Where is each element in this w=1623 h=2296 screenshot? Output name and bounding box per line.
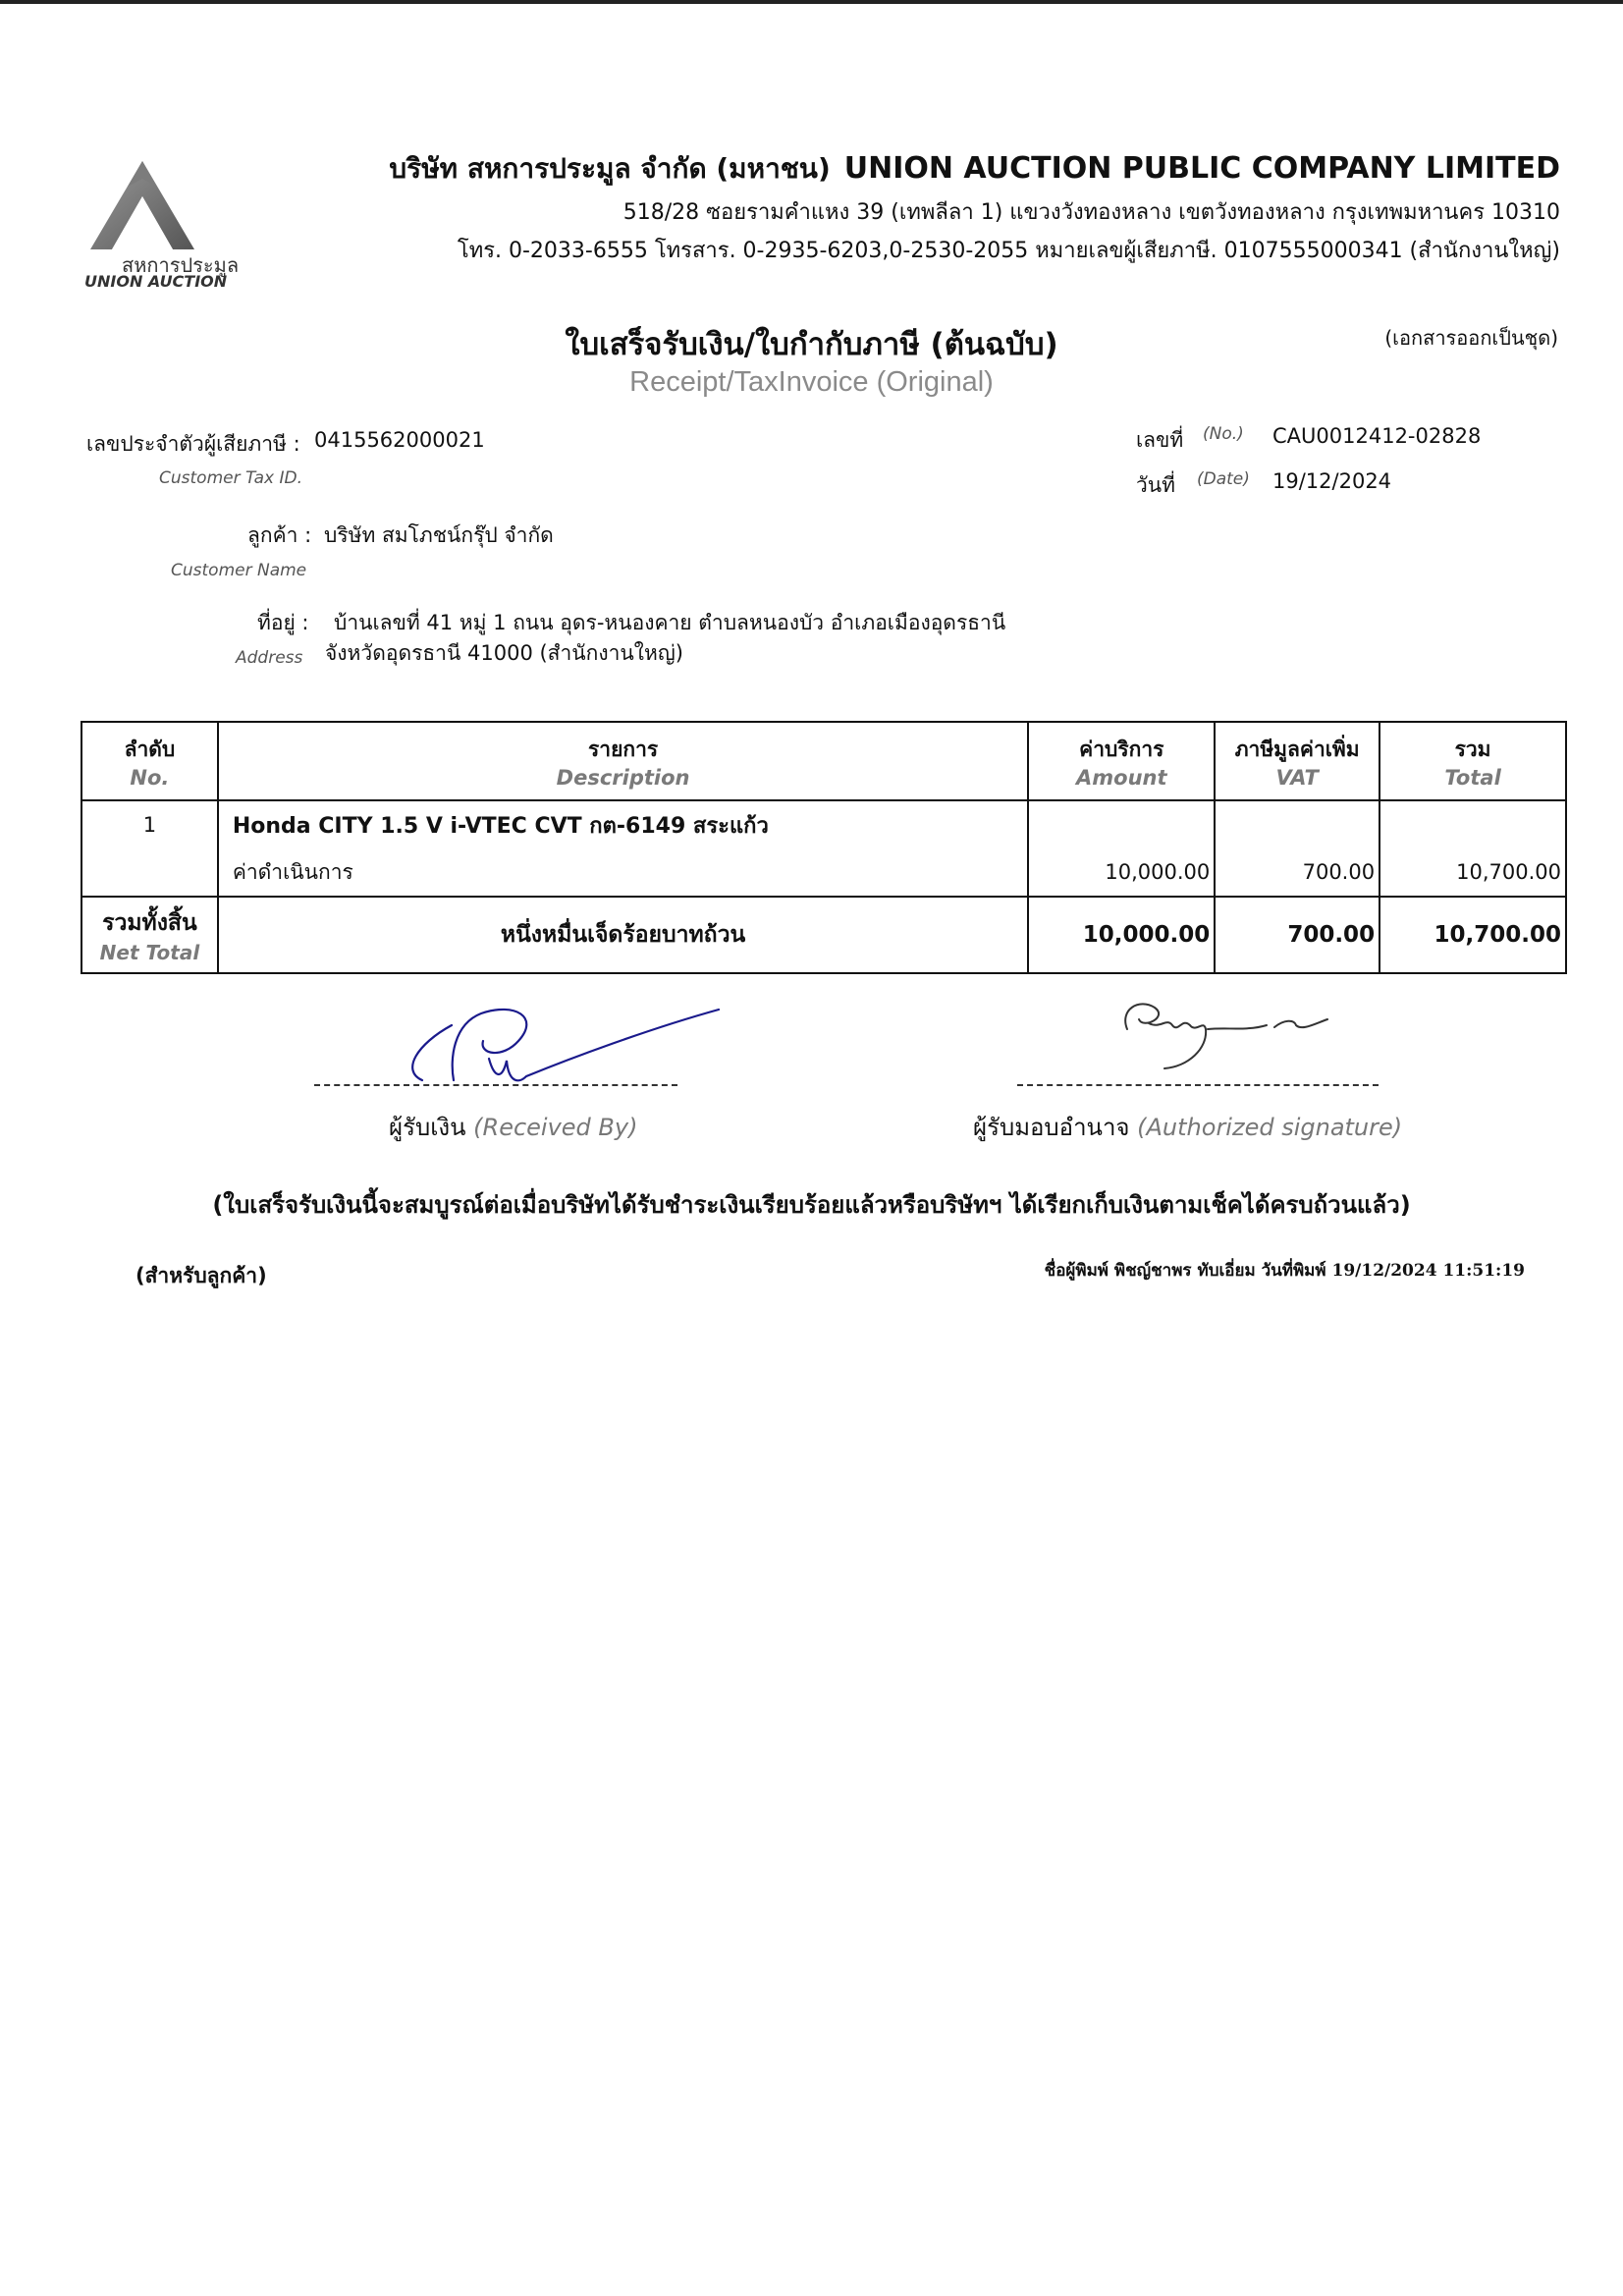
received-by-english: (Received By)	[473, 1114, 638, 1141]
company-address: 518/28 ซอยรามคำแหง 39 (เทพลีลา 1) แขวงวังทองหลาง เขตวังทองหลาง กรุงเทพมหานคร 10310	[622, 200, 1560, 225]
net-total-words: หนึ่งหมื่นเจ็ดร้อยบาทถ้วน	[218, 897, 1029, 973]
company-name-english: UNION AUCTION PUBLIC COMPANY LIMITED	[843, 151, 1560, 186]
logo-text-english: UNION AUCTION	[84, 272, 228, 291]
tax-id-value: 0415562000021	[314, 428, 485, 452]
tax-id-label: เลขประจำตัวผู้เสียภาษี :	[86, 432, 300, 456]
tax-id-sublabel: Customer Tax ID.	[159, 468, 302, 488]
document-set-note: (เอกสารออกเป็นชุด)	[1384, 326, 1558, 350]
net-total-label-english: Net Total	[99, 941, 200, 964]
header-description-thai: รายการ	[588, 737, 659, 761]
company-logo	[81, 159, 238, 292]
date-value: 19/12/2024	[1272, 469, 1392, 493]
authorized-english: (Authorized signature)	[1137, 1114, 1403, 1141]
received-signature-line	[314, 1084, 677, 1086]
table-header-row	[81, 722, 1566, 800]
header-description	[218, 722, 1029, 800]
header-vat	[1215, 722, 1380, 800]
received-signature-icon	[393, 990, 727, 1098]
receipt-no-label: เลขที่	[1136, 428, 1184, 452]
header-no-english: No.	[130, 765, 170, 790]
triangle-logo-icon	[88, 159, 196, 252]
customer-value: บริษัท สมโภชน์กรุ๊ป จำกัด	[324, 523, 554, 547]
header-no-thai: ลำดับ	[124, 737, 176, 761]
header-vat-thai: ภาษีมูลค่าเพิ่ม	[1234, 737, 1360, 761]
header-total	[1380, 722, 1566, 800]
receipt-no-value: CAU0012412-02828	[1272, 424, 1482, 448]
header-amount-english: Amount	[1076, 765, 1167, 790]
item-total-empty	[1380, 800, 1566, 848]
item-number: 1	[81, 800, 218, 848]
item-vat: 700.00	[1215, 848, 1380, 897]
header-amount-thai: ค่าบริการ	[1079, 737, 1164, 761]
date-label: วันที่	[1136, 473, 1175, 497]
net-total-label-thai: รวมทั้งสิ้น	[102, 910, 197, 936]
receipt-validity-note: (ใบเสร็จรับเงินนี้จะสมบูรณ์ต่อเมื่อบริษัทได้รับชำระเงินเรียบร้อยแล้วหรือบริษัทฯ ได้เรียกเก็บเงินตามเช็คได้ครบถ้วนแล้ว)	[212, 1191, 1411, 1219]
authorized-signature-label	[973, 1108, 1402, 1146]
company-name	[389, 147, 1560, 191]
header-total-thai: รวม	[1454, 737, 1491, 761]
page-top-border	[0, 0, 1623, 4]
receipt-no-sublabel: (No.)	[1203, 424, 1244, 444]
table-row	[81, 800, 1566, 848]
item-title: Honda CITY 1.5 V i-VTEC CVT กต-6149 สระแก้ว	[218, 800, 1029, 848]
address-line-1: บ้านเลขที่ 41 หมู่ 1 ถนน อุดร-หนองคาย ตำบลหนองบัว อำเภอเมืองอุดรธานี	[334, 611, 1006, 634]
header-total-english: Total	[1444, 765, 1501, 790]
address-label: ที่อยู่ :	[257, 611, 309, 634]
table-row	[81, 848, 1566, 897]
item-total: 10,700.00	[1380, 848, 1566, 897]
company-name-thai: บริษัท สหการประมูล จำกัด (มหาชน)	[389, 152, 831, 185]
item-vat-empty	[1215, 800, 1380, 848]
authorized-thai: ผู้รับมอบอำนาจ	[973, 1114, 1130, 1141]
company-header	[389, 147, 1560, 267]
customer-sublabel: Customer Name	[171, 561, 307, 580]
customer-label: ลูกค้า :	[247, 523, 312, 547]
authorized-signature-line	[1017, 1084, 1379, 1086]
net-total-vat: 700.00	[1215, 897, 1380, 973]
received-by-thai: ผู้รับเงิน	[389, 1114, 466, 1141]
address-sublabel: Address	[236, 648, 303, 668]
address-line-2: จังหวัดอุดรธานี 41000 (สำนักงานใหญ่)	[325, 641, 683, 665]
header-vat-english: VAT	[1275, 765, 1319, 790]
header-description-english: Description	[556, 765, 690, 790]
net-total-label	[81, 897, 218, 973]
item-amount: 10,000.00	[1028, 848, 1215, 897]
items-table	[81, 721, 1567, 974]
date-sublabel: (Date)	[1197, 469, 1250, 489]
received-by-label	[389, 1108, 637, 1146]
item-description: ค่าดำเนินการ	[218, 848, 1029, 897]
item-number-empty	[81, 848, 218, 897]
company-contact: โทร. 0-2033-6555 โทรสาร. 0-2935-6203,0-2530-2055 หมายเลขผู้เสียภาษี. 0107555000341 (สำนักงานใหญ่)	[457, 239, 1560, 263]
for-customer-label: (สำหรับลูกค้า)	[135, 1264, 267, 1287]
header-amount	[1028, 722, 1215, 800]
net-total-total: 10,700.00	[1380, 897, 1566, 973]
printed-by-info: ชื่อผู้พิมพ์ พิชญ์ชาพร ทับเอี่ยม วันที่พิมพ์ 19/12/2024 11:51:19	[1044, 1261, 1525, 1281]
document-title-thai: ใบเสร็จรับเงิน/ใบกำกับภาษี (ต้นฉบับ)	[565, 327, 1058, 362]
logo-text-thai: สหการประมูล	[122, 253, 240, 277]
net-total-row	[81, 897, 1566, 973]
header-no	[81, 722, 218, 800]
net-total-amount: 10,000.00	[1028, 897, 1215, 973]
item-amount-empty	[1028, 800, 1215, 848]
authorized-signature-icon	[1109, 990, 1345, 1073]
document-title-english: Receipt/TaxInvoice (Original)	[629, 366, 994, 398]
